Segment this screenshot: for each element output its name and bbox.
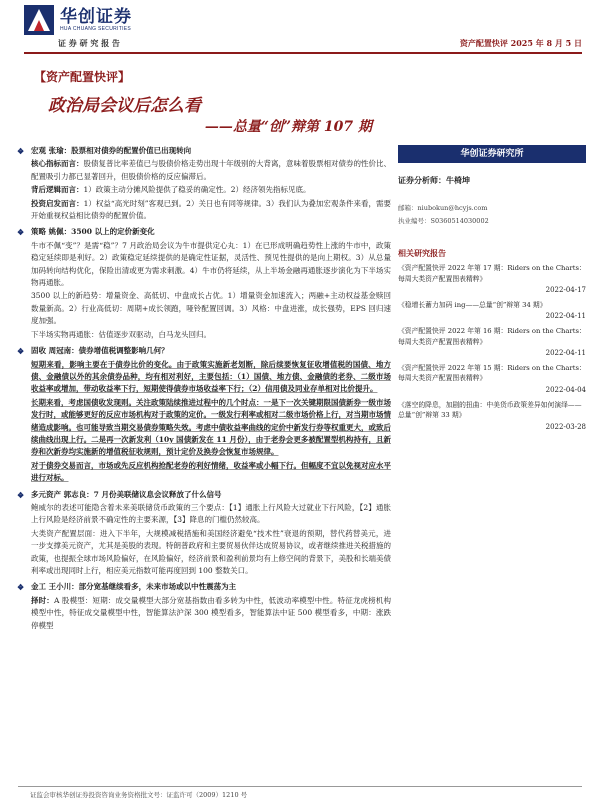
- section-heading-text: 策略 姚佩：3500 以上的定价新变化: [31, 227, 155, 237]
- section-heading-text: 多元资产 郭志良：7 月份美联储议息会议释放了什么信号: [31, 489, 222, 499]
- paragraph-lead: 投资启发而言：: [31, 198, 84, 208]
- related-report-item[interactable]: [398, 400, 586, 433]
- paragraph: [17, 528, 391, 578]
- analyst-email: 邮箱：niubokun@hcyjs.com: [398, 204, 488, 212]
- paragraph-text: 牛市不佩“变”？是需“稳”？7 月政治局会议为牛市提供定心丸：1）在已形成明确趋势性上涨的牛市中，政策稳定延续即是利好。2）政策稳定延续提供的是确定性证据，灵活性、预见性提供的是向上期权。3）从总量加码转向结构优化，保险出清或更为需求刺激。4）牛市仍将延续，从上半场金融再通胀逐步演化为下半场实物再通胀。: [31, 240, 391, 288]
- related-report-title: 《落空的降息，加剧的扭曲：中美货币政策差异如何演绎——总量“创”辩第 33 期》: [398, 400, 582, 420]
- related-report-item[interactable]: [398, 326, 586, 359]
- header-date: 资产配置快评 2025 年 8 月 5 日: [459, 38, 582, 48]
- brand-name-en: HUA CHUANG SECURITIES: [60, 26, 132, 32]
- paragraph: [17, 184, 391, 196]
- diamond-bullet-icon: ❖: [17, 227, 25, 238]
- brand-name-cn: 华创证券: [60, 7, 132, 27]
- section-heading: [17, 345, 391, 357]
- paragraph-text: 对于债券交易而言，市场或先反应机构抢配老券的利好情绪，收益率或小幅下行。但幅度不宜以免视对应水平进行对标。: [31, 460, 391, 483]
- footer-license: 证监会审核华创证券投资咨询业务资格批文号：证监许可（2009）1210 号: [30, 791, 248, 799]
- paragraph-text: 长期来看，考虑国债收发现则。关注政策陆续推进过程中的几个时点：一是下一次关键期限国债新券一级市场发行时，或能够更好的反应市场机构对于政策的定价。一级发行利率或相对二级市场价格上行，对当期市场情绪造成影响。也可能导致当期交易债券策略失效。考虑中债收益率曲线的定价中新发行券等权重更大，或致后续曲线出现上行。二是再一次新发利（10y 国债新发在 11 月份），由于老券会更多被配置型机构持有，且新券和次新券均实施新的增值税征收规则，预计定价及换券会恢复市场规律。: [31, 397, 391, 457]
- institute-box: 华创证券研究所: [398, 145, 586, 163]
- related-report-title: 《资产配置快评 2022 年第 15 期：Riders on the Charts：每周大类资产配置图表精粹》: [398, 363, 586, 383]
- section-heading: [17, 581, 391, 593]
- sidebar: [398, 145, 586, 432]
- paragraph-text: 短期来看，影响主要在于债券比价的变化。由于政策实施新老划断，除后续要恢复征收增值税的国债、地方债、金融债以外的其余债券品种，均有相对利好，主要包括：（1）国债、地方债、金融债的老券、二级市场收益率或增加，带动收益率下行，短期使得债券市场收益率下行；（2）信用债及同业存单相对比价提升。: [31, 359, 391, 394]
- paragraph: [17, 595, 391, 632]
- page-subtitle: ——总量“创”辩第 107 期: [204, 119, 372, 135]
- related-report-item[interactable]: [398, 300, 586, 322]
- paragraph: [17, 198, 391, 223]
- related-report-title: 《资产配置快评 2022 年第 16 期：Riders on the Charts：每周大类资产配置图表精粹》: [398, 326, 586, 346]
- analyst-cert: 执业编号：S0360514030002: [398, 217, 489, 225]
- logo-mark-icon: [24, 5, 54, 35]
- paragraph-text: 1）权益“高光时刻”客观已到。2）关日也有同等规律。3）我们认为叠加宏观条件来看，需要开始重视权益相比债券的配置价值。: [31, 198, 392, 221]
- diamond-bullet-icon: ❖: [17, 346, 25, 357]
- paragraph-lead: 核心指标而言：: [31, 159, 84, 169]
- paragraph-text: 1）政策主动分摊风险提供了稳妥的确定性。2）经济领先指标见底。: [83, 185, 311, 195]
- footer: [30, 790, 247, 799]
- related-report-date: 2022-04-11: [545, 312, 586, 321]
- related-report-date: 2022-04-11: [545, 349, 586, 358]
- paragraph-lead: 择时：: [31, 595, 54, 605]
- paragraph: [17, 158, 391, 183]
- related-reports-heading: 相关研究报告: [398, 248, 446, 258]
- diamond-bullet-icon: ❖: [17, 582, 25, 593]
- related-report-date: 2022-04-04: [545, 385, 586, 394]
- brand-logo: [24, 5, 132, 35]
- main-content: [17, 145, 391, 632]
- paragraph-text: A 股模型：短期：成交量模型大部分宽基指数由看多转为中性，低波动率模型中性。特征龙虎榜机构模型中性，特征成交量模型中性，智能算法沪深 300 模型看多，智能算法中证 500 模型看多，中期：涨跌停模型: [31, 595, 391, 630]
- related-report-title: 《稳增长蓄力加码 ing——总量“创”辩第 34 期》: [398, 300, 547, 309]
- related-report-item[interactable]: [398, 363, 586, 396]
- paragraph: [17, 329, 391, 341]
- related-report-title: 《资产配置快评 2022 年第 17 期：Riders on the Charts：每周大类资产配置图表精粹》: [398, 264, 586, 283]
- diamond-bullet-icon: ❖: [17, 489, 25, 500]
- section-heading: [17, 226, 391, 238]
- report-type: 证 券 研 究 报 告: [58, 38, 120, 48]
- section-heading: [17, 145, 391, 157]
- page-title: 政治局会议后怎么看: [48, 96, 201, 116]
- diamond-bullet-icon: ❖: [17, 146, 25, 156]
- section-heading-text: 金工 王小川：部分宽基继续看多，未来市场或以中性震荡为主: [31, 582, 237, 592]
- paragraph: [17, 290, 391, 327]
- report-category: 【资产配置快评】: [34, 70, 131, 84]
- paragraph: [17, 359, 391, 396]
- paragraph-text: 股债复普比率差值已与股债价格走势出现十年级别的大背离，意味着股票相对债券的性价比、配置吸引力都已显著回升，但股债价格的反应偏滞后。: [31, 159, 391, 181]
- section-heading-text: 固收 周冠南：债券增值税调整影响几何？: [31, 346, 169, 356]
- paragraph-text: 3500 以上的新趋势：增量资金、高低切、中盘成长占优。1）增量资金加速流入；两融+主动权益基金赎回数量新高。2）行业高低切：周期+成长领跑，哑铃配置回调。3）风格：中盘进涨，成长强势，EPS 回归速度加强。: [31, 291, 391, 326]
- paragraph: [17, 502, 391, 527]
- paragraph-lead: 背后逻辑而言：: [31, 185, 84, 195]
- related-report-date: 2022-04-17: [545, 286, 586, 295]
- footer-divider: [18, 786, 582, 787]
- paragraph: [17, 397, 391, 459]
- paragraph-text: 下半场实物再通胀：估值逐步双驱动，白马龙头回归。: [31, 329, 211, 339]
- paragraph-text: 鲍威尔的表述可能隐含着未来美联储货币政策的三个要点：【1】通胀上行风险大过就业下行风险，【2】通胀上行风险是经济前景不确定性的主要来源，【3】降息的门槛仍然较高。: [31, 502, 391, 525]
- header-divider: [24, 52, 582, 54]
- paragraph: [17, 460, 391, 485]
- section-heading-text: 宏观 张瑜：股票相对债券的配置价值已出现转向: [31, 146, 192, 155]
- section-heading: [17, 489, 391, 501]
- related-report-item[interactable]: [398, 263, 586, 296]
- related-reports-list: [398, 263, 586, 432]
- related-report-date: 2022-03-28: [545, 422, 586, 431]
- paragraph: [17, 240, 391, 290]
- paragraph-text: 大类资产配置层面：进入下半年，大规模减税措施和美国经济避免“技术性”衰退的预期，替代药替美元，进一步支撑美元资产，尤其是美股的表现。特朗普政府和主要贸易伙伴达成贸易协议，或者继续推进关税措施的政策，也提振全球市场风险偏好，在风险偏好，经济前景和盈利前景均有上修空间的背景下，美股和长端美债利率或出现同时上行，相应美元指数可能再度回到 100 整数关口。: [31, 528, 391, 575]
- analyst-name: 证券分析师：牛椅坤: [398, 175, 470, 185]
